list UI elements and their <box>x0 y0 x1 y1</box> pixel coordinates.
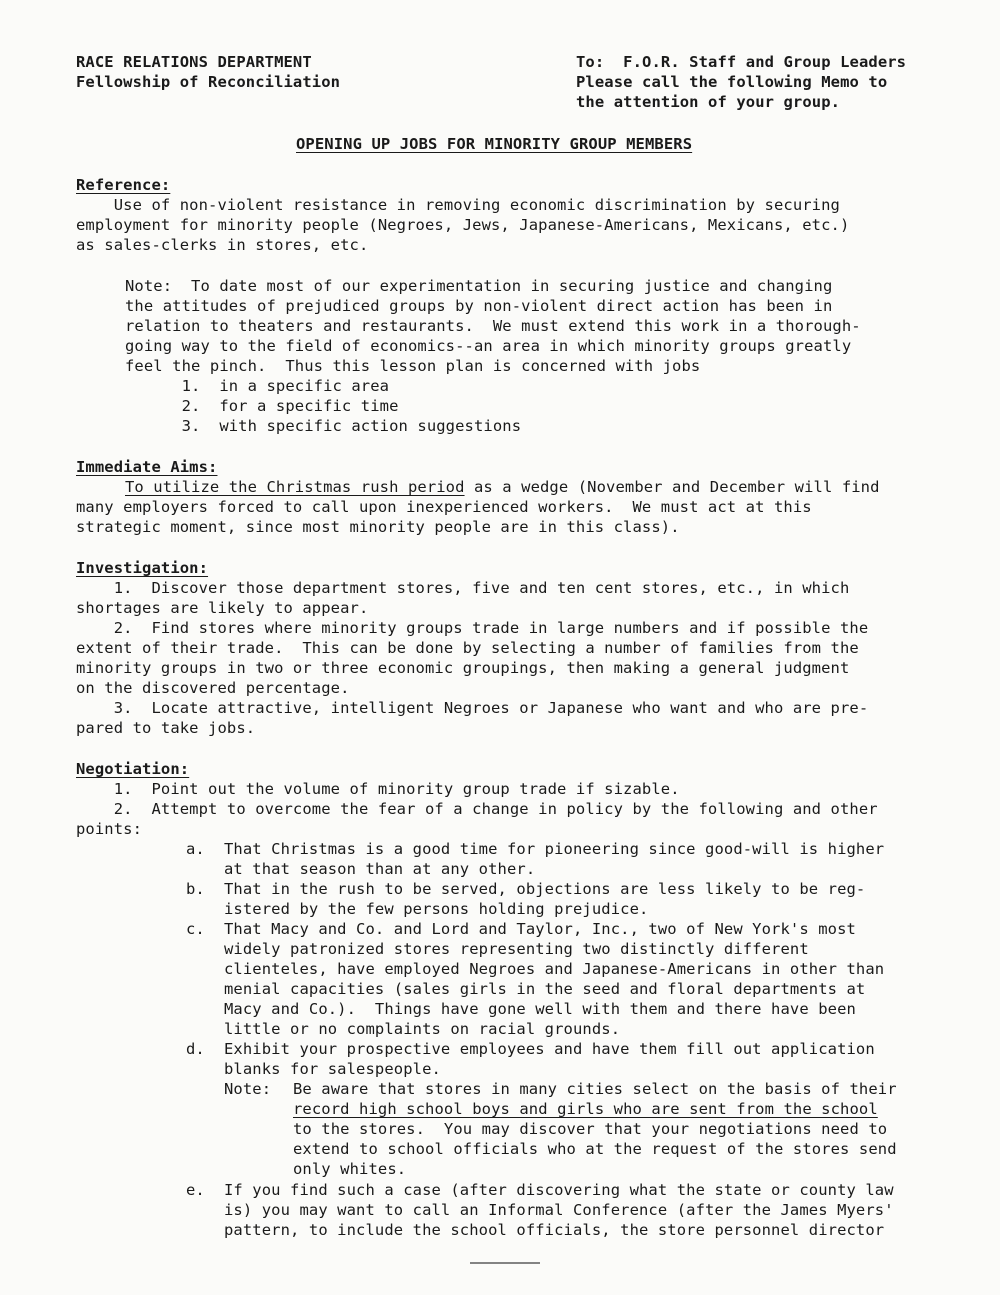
item-text: Exhibit your prospective employees and have them fill out application <box>224 1040 875 1058</box>
aims-text: as a wedge (November and December will find <box>464 478 880 496</box>
investigation-line: on the discovered percentage. <box>76 679 350 697</box>
page-bottom-mark <box>470 1262 540 1264</box>
investigation-line: shortages are likely to appear. <box>76 599 369 617</box>
d-note-label: Note: <box>224 1080 272 1098</box>
item-text: Macy and Co.). Things have gone well with them and there have been <box>224 1000 856 1018</box>
item-text: is) you may want to call an Informal Conference (after the James Myers' <box>224 1201 894 1219</box>
investigation-line: 3. Locate attractive, intelligent Negroes or Japanese who want and who are pre- <box>76 699 869 717</box>
d-note-line: record high school boys and girls who are sent from the school <box>293 1100 878 1118</box>
reference-line: Use of non-violent resistance in removing economic discrimination by securing <box>76 196 840 214</box>
item-text: blanks for salespeople. <box>224 1060 441 1078</box>
item-text: little or no complaints on racial grounds. <box>224 1020 621 1038</box>
negotiation-line: 2. Attempt to overcome the fear of a change in policy by the following and other <box>76 800 878 818</box>
negotiation-line: 1. Point out the volume of minority group trade if sizable. <box>76 780 680 798</box>
item-text: widely patronized stores representing two distinctly different <box>224 940 809 958</box>
item-text: clienteles, have employed Negroes and Japanese-Americans in other than <box>224 960 885 978</box>
aims-heading: Immediate Aims: <box>76 458 218 476</box>
organization-name: Fellowship of Reconciliation <box>76 73 341 91</box>
department-name: RACE RELATIONS DEPARTMENT <box>76 53 312 71</box>
instruction-line-1: Please call the following Memo to <box>576 73 888 91</box>
negotiation-line: points: <box>76 820 143 838</box>
item-letter: a. <box>186 840 205 858</box>
item-text: pattern, to include the school officials, the store personnel director <box>224 1221 885 1239</box>
d-note-line: to the stores. You may discover that your negotiations need to <box>293 1120 888 1138</box>
d-note-line: extend to school officials who at the request of the stores send <box>293 1140 897 1158</box>
item-letter: d. <box>186 1040 205 1058</box>
d-note-line: Be aware that stores in many cities select on the basis of their <box>293 1080 897 1098</box>
item-letter: b. <box>186 880 205 898</box>
reference-line: employment for minority people (Negroes, Jews, Japanese-Americans, Mexicans, etc.) <box>76 216 850 234</box>
reference-heading: Reference: <box>76 176 171 194</box>
investigation-line: minority groups in two or three economic groupings, then making a general judgment <box>76 659 850 677</box>
item-text: That in the rush to be served, objections are less likely to be reg- <box>224 880 866 898</box>
note-line: Note: To date most of our experimentation in securing justice and changing <box>125 277 833 295</box>
aims-line: many employers forced to call upon inexperienced workers. We must act at this <box>76 498 812 516</box>
aims-line <box>125 477 880 497</box>
investigation-line: extent of their trade. This can be done by selecting a number of families from the <box>76 639 859 657</box>
item-text: menial capacities (sales girls in the seed and floral departments at <box>224 980 866 998</box>
item-letter: e. <box>186 1181 205 1199</box>
aims-line: strategic moment, since most minority people are in this class). <box>76 518 680 536</box>
note-line: feel the pinch. Thus this lesson plan is concerned with jobs <box>125 357 701 375</box>
d-note-line: only whites. <box>293 1160 407 1178</box>
note-list-item: 1. in a specific area <box>125 377 390 395</box>
negotiation-heading: Negotiation: <box>76 760 190 778</box>
note-list-item: 2. for a specific time <box>125 397 399 415</box>
item-text: at that season than at any other. <box>224 860 536 878</box>
note-line: the attitudes of prejudiced groups by non-violent direct action has been in <box>125 297 833 315</box>
note-line: relation to theaters and restaurants. We must extend this work in a thorough- <box>125 317 861 335</box>
investigation-line: pared to take jobs. <box>76 719 256 737</box>
investigation-line: 2. Find stores where minority groups trade in large numbers and if possible the <box>76 619 869 637</box>
memo-title: OPENING UP JOBS FOR MINORITY GROUP MEMBERS <box>296 135 693 153</box>
investigation-heading: Investigation: <box>76 559 209 577</box>
reference-line: as sales-clerks in stores, etc. <box>76 236 369 254</box>
item-text: That Christmas is a good time for pioneering since good-will is higher <box>224 840 885 858</box>
item-text: That Macy and Co. and Lord and Taylor, Inc., two of New York's most <box>224 920 856 938</box>
aims-underlined: To utilize the Christmas rush period <box>125 478 465 496</box>
note-line: going way to the field of economics--an area in which minority groups greatly <box>125 337 852 355</box>
item-text: istered by the few persons holding prejudice. <box>224 900 649 918</box>
instruction-line-2: the attention of your group. <box>576 93 841 111</box>
investigation-line: 1. Discover those department stores, five and ten cent stores, etc., in which <box>76 579 850 597</box>
note-list-item: 3. with specific action suggestions <box>125 417 522 435</box>
recipient-line: To: F.O.R. Staff and Group Leaders <box>576 53 907 71</box>
item-letter: c. <box>186 920 205 938</box>
item-text: If you find such a case (after discovering what the state or county law <box>224 1181 894 1199</box>
